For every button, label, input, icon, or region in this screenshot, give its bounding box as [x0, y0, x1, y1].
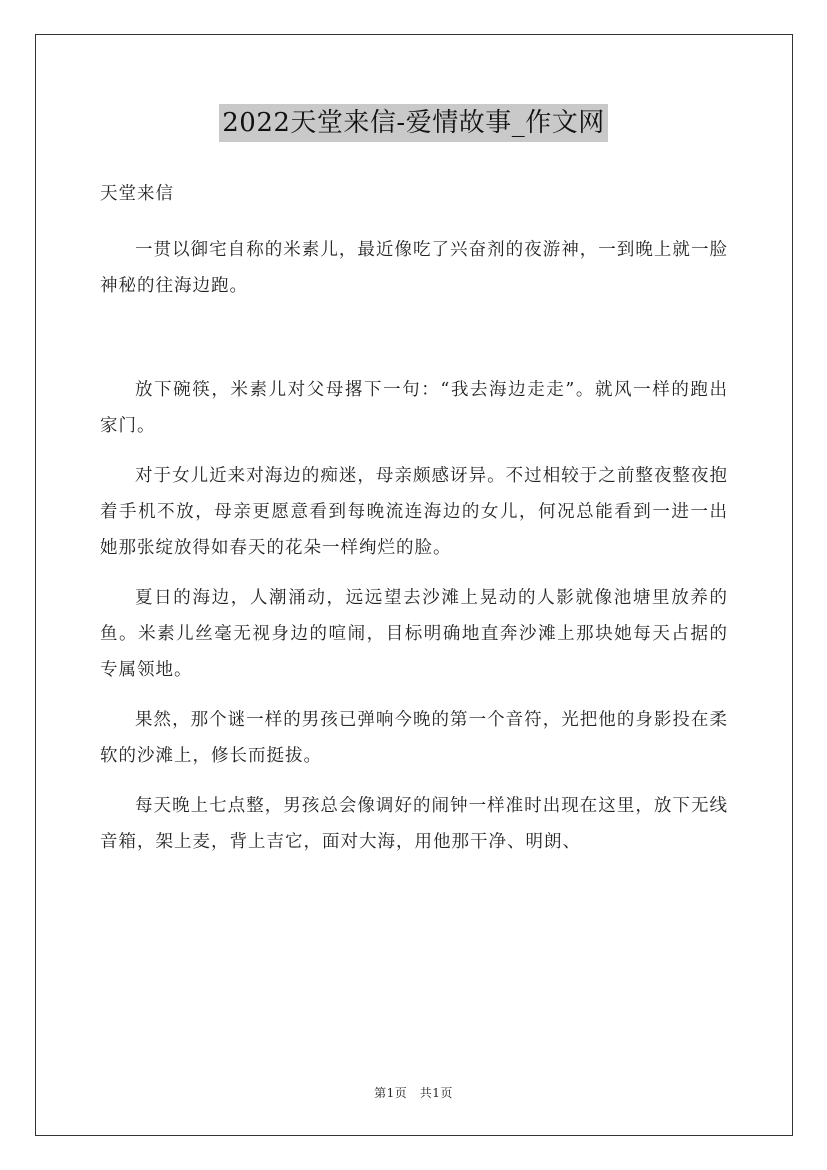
paragraph: 放下碗筷，米素儿对父母撂下一句：“我去海边走走”。就风一样的跑出家门。 — [100, 380, 728, 436]
document-title: 2022天堂来信-爱情故事_作文网 — [219, 104, 607, 142]
paragraph: 每天晚上七点整，男孩总会像调好的闹钟一样准时出现在这里，放下无线音箱，架上麦，背上吉它，面对大海，用他那干净、明朗、 — [100, 796, 728, 852]
paragraph: 夏日的海边，人潮涌动，远远望去沙滩上晃动的人影就像池塘里放养的鱼。米素儿丝毫无视身边的喧闹，目标明确地直奔沙滩上那块她每天占据的专属领地。 — [100, 588, 728, 680]
article-heading: 天堂来信 — [100, 184, 174, 204]
page-number-footer: 第1页 共1页 — [374, 1086, 453, 1100]
title-container — [0, 104, 827, 142]
paragraph: 一贯以御宅自称的米素儿，最近像吃了兴奋剂的夜游神，一到晚上就一脸神秘的往海边跑。 — [100, 240, 728, 296]
paragraph: 果然，那个谜一样的男孩已弹响今晚的第一个音符，光把他的身影投在柔软的沙滩上，修长而挺拔。 — [100, 710, 728, 766]
document-body — [100, 176, 728, 860]
paragraph: 对于女儿近来对海边的痴迷，母亲颇感讶异。不过相较于之前整夜整夜抱着手机不放，母亲更愿意看到每晚流连海边的女儿，何况总能看到一进一出她那张绽放得如春天的花朵一样绚烂的脸。 — [100, 466, 728, 558]
